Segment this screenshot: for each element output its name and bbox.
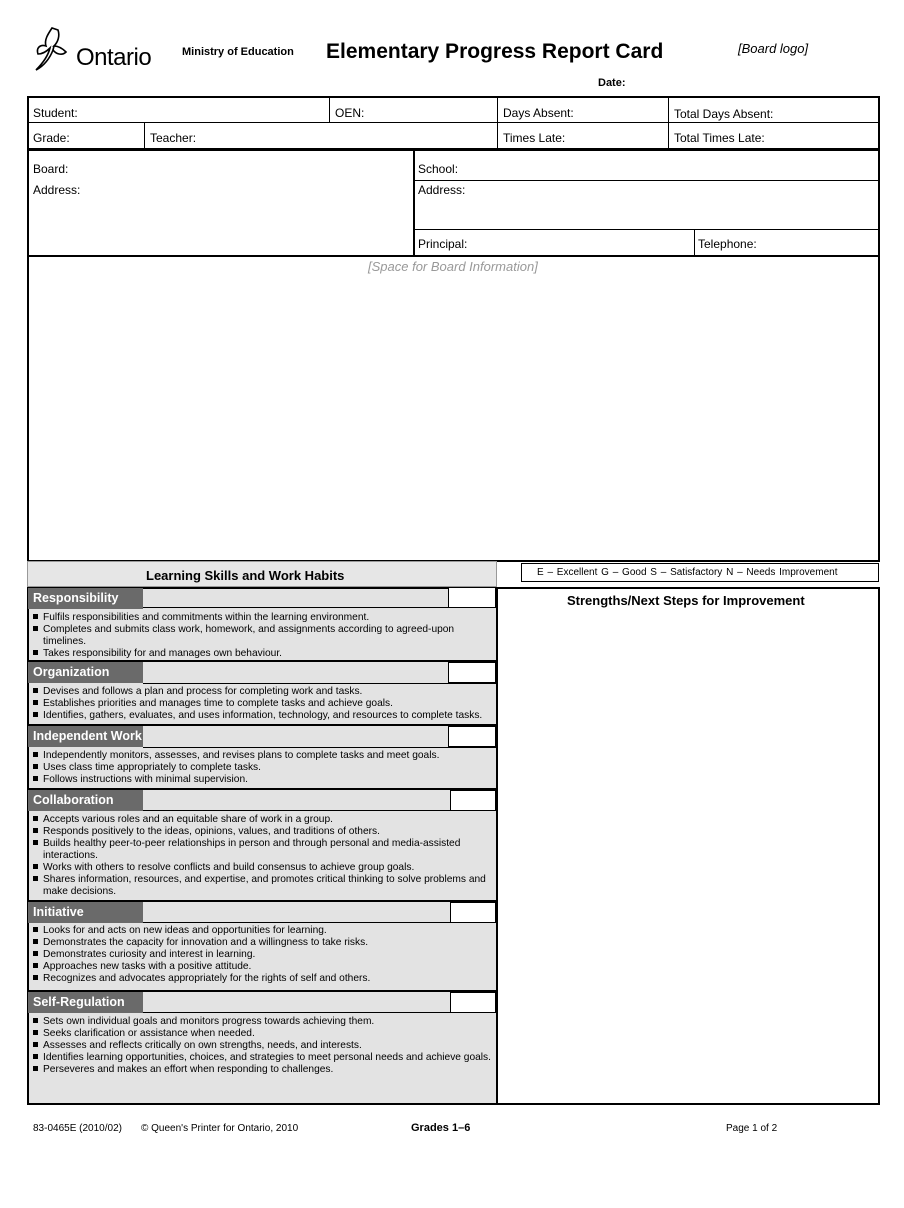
skill-heading-collaboration: Collaboration (28, 790, 143, 811)
list-item: Accepts various roles and an equitable share of work in a group. (31, 814, 493, 826)
board-logo-placeholder: [Board logo] (738, 41, 809, 56)
form-code: 83-0465E (2010/02) (33, 1123, 122, 1134)
page-number: Page 1 of 2 (726, 1123, 778, 1134)
rating-box-organization[interactable] (448, 662, 496, 683)
ministry-name: Ministry of Education (182, 46, 294, 58)
skill-heading-independent-work: Independent Work (28, 726, 143, 747)
skill-items-initiative (31, 925, 493, 985)
grades-label: Grades 1–6 (411, 1122, 471, 1134)
skill-items-independent-work (31, 750, 493, 786)
list-item: Perseveres and makes an effort when responding to challenges. (31, 1064, 493, 1076)
skill-items-collaboration (31, 814, 493, 898)
list-item: Identifies, gathers, evaluates, and uses information, technology, and resources to complete tasks. (31, 710, 493, 722)
strengths-next-steps-box[interactable] (497, 587, 880, 1105)
board-address-field[interactable]: Address: (33, 183, 81, 197)
rating-box-collaboration[interactable] (450, 790, 496, 811)
telephone-field[interactable]: Telephone: (698, 237, 757, 251)
list-item: Follows instructions with minimal supervision. (31, 774, 493, 786)
total-days-absent-field[interactable]: Total Days Absent: (674, 107, 774, 121)
grade-field[interactable]: Grade: (33, 131, 70, 145)
rating-box-responsibility[interactable] (448, 587, 496, 608)
list-item: Demonstrates curiosity and interest in learning. (31, 949, 493, 961)
principal-field[interactable]: Principal: (418, 237, 468, 251)
date-label: Date: (598, 77, 626, 89)
teacher-field[interactable]: Teacher: (150, 131, 197, 145)
strengths-next-steps-title: Strengths/Next Steps for Improvement (567, 593, 805, 608)
days-absent-field[interactable]: Days Absent: (503, 106, 574, 120)
board-information-placeholder: [Space for Board Information] (368, 259, 538, 274)
skill-heading-organization: Organization (28, 662, 143, 683)
skill-items-self-regulation (31, 1016, 493, 1076)
skill-items-organization (31, 686, 493, 722)
total-times-late-field[interactable]: Total Times Late: (674, 131, 765, 145)
page-title: Elementary Progress Report Card (326, 40, 664, 63)
list-item: Completes and submits class work, homework, and assignments according to agreed-upon timelines. (31, 624, 493, 648)
list-item: Devises and follows a plan and process for completing work and tasks. (31, 686, 493, 698)
list-item: Looks for and acts on new ideas and opportunities for learning. (31, 925, 493, 937)
list-item: Takes responsibility for and manages own behaviour. (31, 648, 493, 660)
rating-box-self-regulation[interactable] (450, 992, 496, 1013)
list-item: Assesses and reflects critically on own strengths, needs, and interests. (31, 1040, 493, 1052)
list-item: Identifies learning opportunities, choices, and strategies to meet personal needs and achieve goals. (31, 1052, 493, 1064)
list-item: Recognizes and advocates appropriately for the rights of self and others. (31, 973, 493, 985)
ontario-wordmark: Ontario (76, 44, 152, 71)
learning-skills-title: Learning Skills and Work Habits (146, 568, 345, 583)
school-address-field[interactable]: Address: (418, 183, 466, 197)
rating-legend: E – Excellent G – Good S – Satisfactory N – Needs Improvement (521, 563, 879, 582)
rating-box-independent-work[interactable] (448, 726, 496, 747)
list-item: Fulfils responsibilities and commitments within the learning environment. (31, 612, 493, 624)
board-field[interactable]: Board: (33, 162, 69, 176)
times-late-field[interactable]: Times Late: (503, 131, 566, 145)
copyright: © Queen's Printer for Ontario, 2010 (141, 1123, 299, 1134)
list-item: Sets own individual goals and monitors progress towards achieving them. (31, 1016, 493, 1028)
list-item: Approaches new tasks with a positive attitude. (31, 961, 493, 973)
list-item: Works with others to resolve conflicts and build consensus to achieve group goals. (31, 862, 493, 874)
rating-box-initiative[interactable] (450, 902, 496, 923)
skill-heading-self-regulation: Self-Regulation (28, 992, 143, 1013)
list-item: Uses class time appropriately to complete tasks. (31, 762, 493, 774)
list-item: Independently monitors, assesses, and revises plans to complete tasks and meet goals. (31, 750, 493, 762)
oen-field[interactable]: OEN: (335, 106, 365, 120)
list-item: Seeks clarification or assistance when needed. (31, 1028, 493, 1040)
skill-items-responsibility (31, 612, 493, 660)
list-item: Establishes priorities and manages time to complete tasks and achieve goals. (31, 698, 493, 710)
student-field[interactable]: Student: (33, 106, 78, 120)
skill-heading-initiative: Initiative (28, 902, 143, 923)
list-item: Responds positively to the ideas, opinions, values, and traditions of others. (31, 826, 493, 838)
list-item: Demonstrates the capacity for innovation and a willingness to take risks. (31, 937, 493, 949)
school-field[interactable]: School: (418, 162, 459, 176)
skill-heading-responsibility: Responsibility (28, 588, 143, 609)
list-item: Builds healthy peer-to-peer relationships in person and through personal and media-assisted interactions. (31, 838, 493, 862)
list-item: Shares information, resources, and expertise, and promotes critical thinking to solve problems and make decisions. (31, 874, 493, 898)
board-information-space (27, 255, 880, 562)
